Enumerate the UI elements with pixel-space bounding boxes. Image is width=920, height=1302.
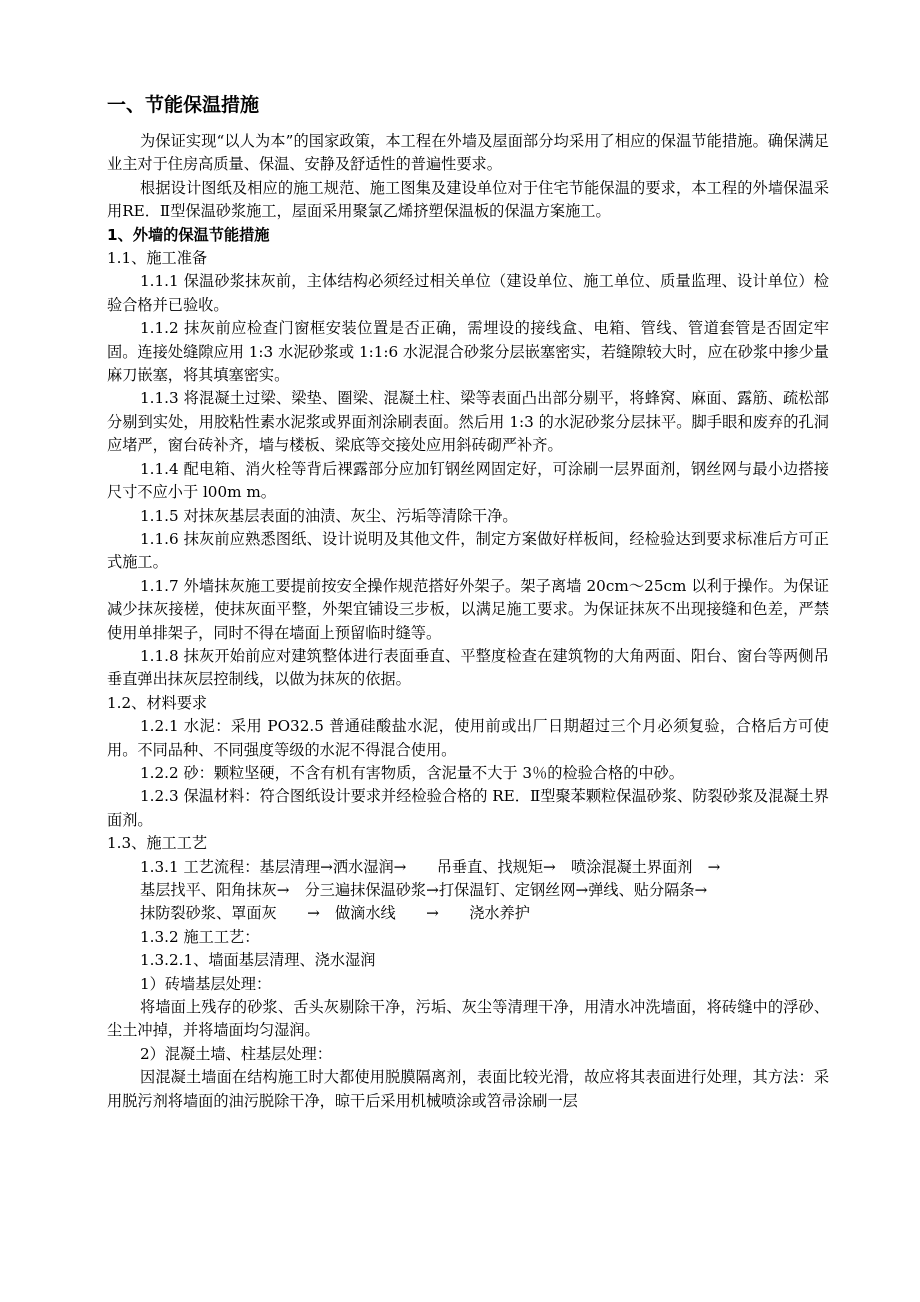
item-1-2-1: 1.2.1 水泥：采用 PO32.5 普通硅酸盐水泥，使用前或出厂日期超过三个月必须复验，合格后方可使用。不同品种、不同强度等级的水泥不得混合使用。 xyxy=(107,717,829,759)
brick-wall-heading: 1）砖墙基层处理： xyxy=(140,974,272,993)
process-flow-line-3: 抹防裂砂浆、罩面灰 → 做滴水线 → 浇水养护 xyxy=(140,904,530,923)
item-1-1-5: 1.1.5 对抹灰基层表面的油渍、灰尘、污垢等清除干净。 xyxy=(140,506,518,525)
item-1-1-2: 1.1.2 抹灰前应检查门窗框安装位置是否正确，需埋设的接线盒、电箱、管线、管道套管是否固定牢固。连接处缝隙应用 1:3 水泥砂浆或 1:1:6 水泥混合砂浆分层嵌塞密实，若缝隙较大时，应在砂浆中掺少量麻刀嵌塞，将其填塞密实。 xyxy=(107,319,829,385)
item-1-1-1: 1.1.1 保温砂浆抹灰前，主体结构必须经过相关单位（建设单位、施工单位、质量监理、设计单位）检验合格并已验收。 xyxy=(107,272,829,314)
concrete-wall-heading: 2）混凝土墙、柱基层处理： xyxy=(140,1044,332,1063)
item-1-2-2: 1.2.2 砂：颗粒坚硬，不含有机有害物质，含泥量不大于 3％的检验合格的中砂。 xyxy=(140,763,684,782)
concrete-wall-text: 因混凝土墙面在结构施工时大都使用脱膜隔离剂，表面比较光滑，故应将其表面进行处理，其方法：采用脱污剂将墙面的油污脱除干净，晾干后采用机械喷涂或笤帚涂刷一层 xyxy=(107,1068,829,1110)
item-1-1-8: 1.1.8 抹灰开始前应对建筑整体进行表面垂直、平整度检查在建筑物的大角两面、阳台、窗台等两侧吊垂直弹出抹灰层控制线，以做为抹灰的依据。 xyxy=(107,646,829,689)
subsection-heading-1-1: 1.1、施工准备 xyxy=(107,249,208,268)
item-1-1-7: 1.1.7 外墙抹灰施工要提前按安全操作规范搭好外架子。架子离墙 20cm～25cm 以利于操作。为保证减少抹灰接槎，使抹灰面平整，外架宜铺设三步板，以满足施工要求。为保证抹灰不出现接缝和色差，严禁使用单排架子，同时不得在墙面上预留临时缝等。 xyxy=(107,576,829,642)
item-1-1-4: 1.1.4 配电箱、消火栓等背后裸露部分应加钉钢丝网固定好，可涂刷一层界面剂，钢丝网与最小边搭接尺寸不应小于 l00m m。 xyxy=(107,459,829,502)
step-1-3-2-heading: 1.3.2 施工工艺： xyxy=(140,927,260,946)
item-1-1-6: 1.1.6 抹灰前应熟悉图纸、设计说明及其他文件，制定方案做好样板间，经检验达到要求标准后方可正式施工。 xyxy=(107,529,829,572)
process-flow-line-2: 基层找平、阳角抹灰→ 分三遍抹保温砂浆→打保温钉、定钢丝网→弹线、贴分隔条→ xyxy=(140,881,708,899)
page-title: 一、节能保温措施 xyxy=(107,94,260,116)
brick-wall-text: 将墙面上残存的砂浆、舌头灰剔除干净，污垢、灰尘等清理干净，用清水冲洗墙面，将砖缝中的浮砂、尘土冲掉，并将墙面均匀湿润。 xyxy=(107,998,829,1040)
intro-paragraph-1: 为保证实现“以人为本”的国家政策，本工程在外墙及屋面部分均采用了相应的保温节能措施。确保满足业主对于住房高质量、保温、安静及舒适性的普遍性要求。 xyxy=(107,132,829,174)
process-flow xyxy=(107,856,829,926)
step-1-3-2-1-heading: 1.3.2.1、墙面基层清理、浇水湿润 xyxy=(140,951,376,970)
item-1-1-3: 1.1.3 将混凝土过梁、梁垫、圈梁、混凝土柱、梁等表面凸出部分剔平，将蜂窝、麻面、露筋、疏松部分剔到实处，用胶粘性素水泥浆或界面剂涂刷表面。然后用 1:3 的水泥砂浆分层抹平。脚手眼和废弃的孔洞应堵严，窗台砖补齐，墙与楼板、梁底等交接处应用斜砖砌严补齐。 xyxy=(107,389,829,455)
section-heading: 1、外墙的保温节能措施 xyxy=(107,225,270,244)
subsection-heading-1-2: 1.2、材料要求 xyxy=(107,693,208,712)
subsection-heading-1-3: 1.3、施工工艺 xyxy=(107,834,208,853)
intro-paragraph-2: 根据设计图纸及相应的施工规范、施工图集及建设单位对于住宅节能保温的要求，本工程的外墙保温采用RE．Ⅱ型保温砂浆施工，屋面采用聚氯乙烯挤塑保温板的保温方案施工。 xyxy=(107,178,829,221)
document-page xyxy=(107,92,829,1113)
process-flow-line-1: 1.3.1 工艺流程：基层清理→洒水湿润→ 吊垂直、找规矩→ 喷涂混凝土界面剂 → xyxy=(140,857,721,876)
item-1-2-3: 1.2.3 保温材料：符合图纸设计要求并经检验合格的 RE．Ⅱ型聚苯颗粒保温砂浆、防裂砂浆及混凝土界面剂。 xyxy=(107,787,829,829)
